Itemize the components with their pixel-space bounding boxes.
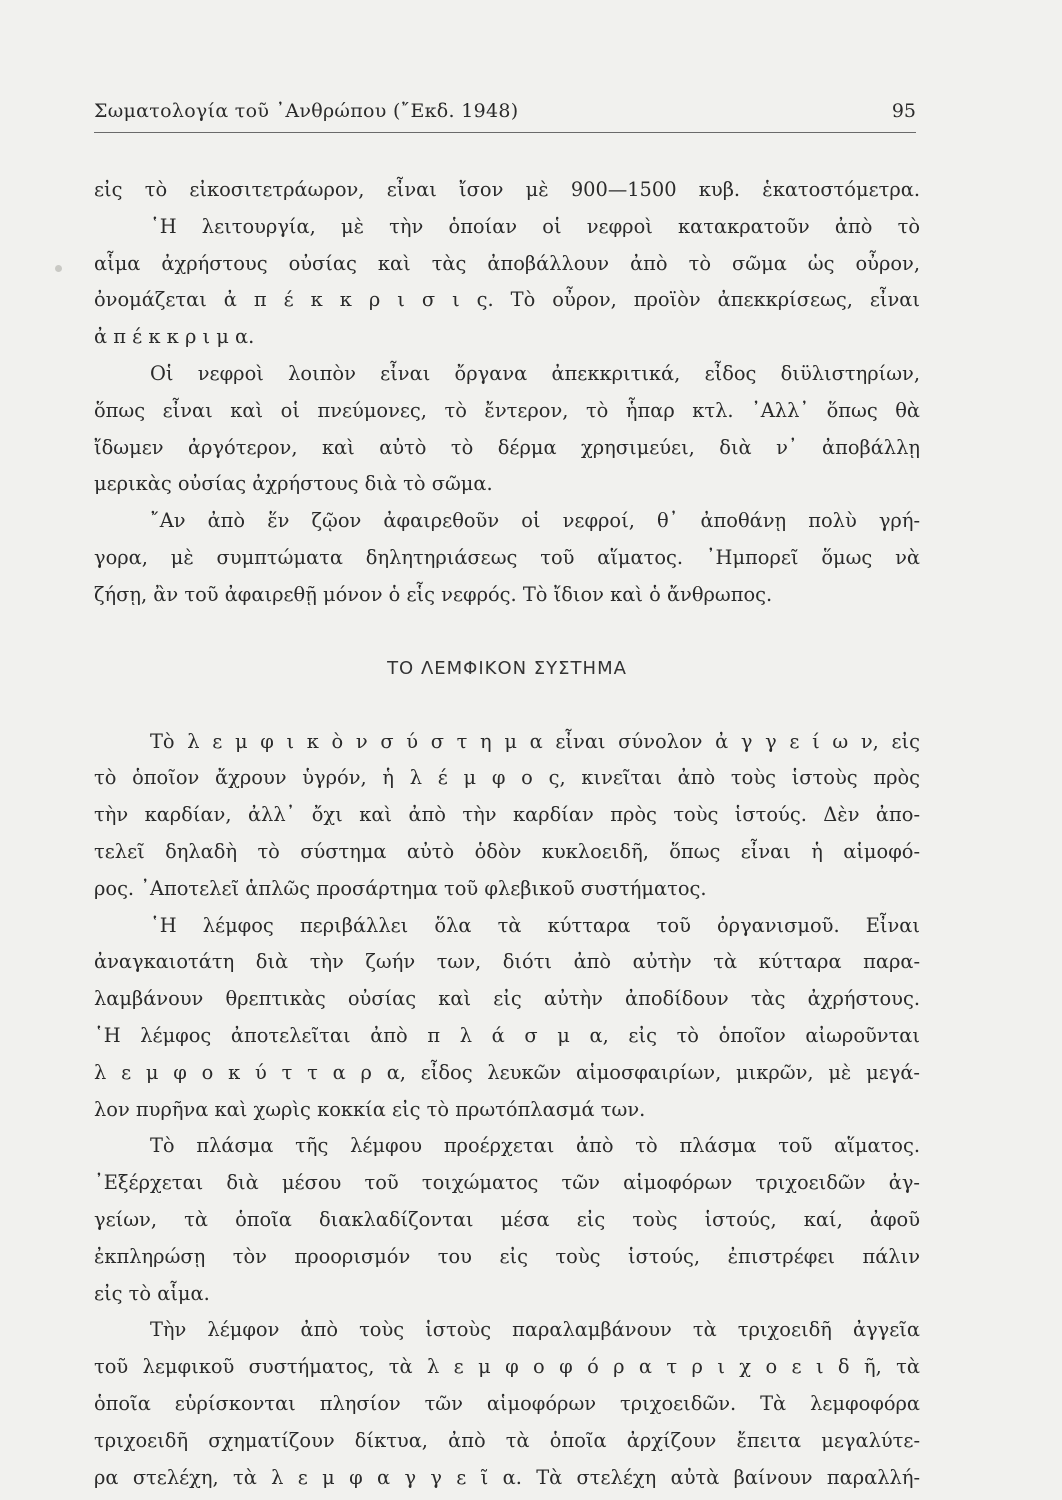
text-line: λαμβάνουν θρεπτικὰς οὐσίας καὶ εἰς αὐτὴν ἀποδίδουν τὰς ἀχρήστους.	[94, 987, 920, 1011]
text-line: λ ε μ φ ο κ ύ τ τ α ρ α, εἶδος λευκῶν αἱμοσφαιρίων, μικρῶν, μὲ μεγά-	[94, 1060, 920, 1084]
text-line: γορα, μὲ συμπτώματα δηλητηριάσεως τοῦ αἵματος. ᾿Ημπορεῖ ὅμως νὰ	[94, 545, 920, 569]
text-line: ὀνομάζεται ἀ π έ κ κ ρ ι σ ι ς. Τὸ οὖρον, προϊὸν ἀπεκκρίσεως, εἶναι	[94, 288, 920, 312]
text-line: Τὸ λ ε μ φ ι κ ὸ ν σ ύ σ τ η μ α εἶναι σύνολον ἀ γ γ ε ί ω ν, εἰς	[150, 729, 920, 753]
text-line: Τὸ πλάσμα τῆς λέμφου προέρχεται ἀπὸ τὸ πλάσμα τοῦ αἵματος.	[150, 1134, 920, 1158]
text-line: ὁποῖα εὑρίσκονται πλησίον τῶν αἱμοφόρων τριχοειδῶν. Τὰ λεμφοφόρα	[94, 1391, 920, 1415]
text-line: ῾Η λειτουργία, μὲ τὴν ὁποίαν οἱ νεφροὶ κατακρατοῦν ἀπὸ τὸ	[150, 214, 920, 238]
text-line: ἐκπληρώσῃ τὸν προορισμόν του εἰς τοὺς ἱστούς, ἐπιστρέφει πάλιν	[94, 1244, 920, 1268]
text-line: ἴδωμεν ἀργότερον, καὶ αὐτὸ τὸ δέρμα χρησιμεύει, διὰ ν᾿ ἀποβάλλῃ	[94, 435, 920, 459]
text-line: ἀ π έ κ κ ρ ι μ α.	[94, 325, 255, 349]
running-title: Σωματολογία τοῦ ᾿Ανθρώπου (῎Εκδ. 1948)	[94, 100, 519, 122]
text-line: τοῦ λεμφικοῦ συστήματος, τὰ λ ε μ φ ο φ ό ρ α τ ρ ι χ ο ε ι δ ῆ, τὰ	[94, 1355, 920, 1379]
text-line: αἷμα ἀχρήστους οὐσίας καὶ τὰς ἀποβάλλουν ἀπὸ τὸ σῶμα ὡς οὖρον,	[94, 251, 920, 275]
text-line: μερικὰς οὐσίας ἀχρήστους διὰ τὸ σῶμα.	[94, 472, 493, 496]
text-line: τριχοειδῆ σχηματίζουν δίκτυα, ἀπὸ τὰ ὁποῖα ἀρχίζουν ἔπειτα μεγαλύτε-	[94, 1428, 920, 1452]
text-line: ρα στελέχη, τὰ λ ε μ φ α γ γ ε ῖ α. Τὰ στελέχη αὐτὰ βαίνουν παραλλή-	[94, 1465, 920, 1489]
text-line: ῎Αν ἀπὸ ἕν ζῷον ἀφαιρεθοῦν οἱ νεφροί, θ᾿ ἀποθάνῃ πολὺ γρή-	[150, 509, 920, 533]
text-line: ρος. ᾿Αποτελεῖ ἁπλῶς προσάρτημα τοῦ φλεβικοῦ συστήματος.	[94, 876, 707, 900]
text-line: ᾿Εξέρχεται διὰ μέσου τοῦ τοιχώματος τῶν αἱμοφόρων τριχοειδῶν ἀγ-	[94, 1171, 920, 1195]
text-line: λον πυρῆνα καὶ χωρὶς κοκκία εἰς τὸ πρωτόπλασμά των.	[94, 1097, 646, 1121]
body-text	[94, 172, 920, 1496]
text-line: Οἱ νεφροὶ λοιπὸν εἶναι ὄργανα ἀπεκκριτικά, εἶδος διϋλιστηρίων,	[150, 361, 920, 385]
text-line: τὴν καρδίαν, ἀλλ᾿ ὄχι καὶ ἀπὸ τὴν καρδίαν πρὸς τοὺς ἱστούς. Δὲν ἀπο-	[94, 803, 920, 827]
section-heading: ΤΟ ΛΕΜΦΙΚΟΝ ΣΥΣΤΗΜΑ	[387, 657, 627, 679]
text-line: εἰς τὸ εἰκοσιτετράωρον, εἶναι ἴσον μὲ 900—1500 κυβ. ἑκατοστόμετρα.	[94, 178, 920, 201]
text-line: τὸ ὁποῖον ἄχρουν ὑγρόν, ἡ λ έ μ φ ο ς, κινεῖται ἀπὸ τοὺς ἱστοὺς πρὸς	[94, 766, 920, 790]
text-line: εἰς τὸ αἷμα.	[94, 1281, 210, 1305]
text-line: ζήσῃ, ἂν τοῦ ἀφαιρεθῇ μόνον ὁ εἷς νεφρός. Τὸ ἴδιον καὶ ὁ ἄνθρωπος.	[94, 582, 773, 606]
text-line: ὅπως εἶναι καὶ οἱ πνεύμονες, τὸ ἔντερον, τὸ ἧπαρ κτλ. ᾿Αλλ᾿ ὅπως θὰ	[94, 398, 920, 422]
text-line: Τὴν λέμφον ἀπὸ τοὺς ἱστοὺς παραλαμβάνουν τὰ τριχοειδῆ ἀγγεῖα	[150, 1318, 920, 1342]
page-number: 95	[891, 100, 916, 122]
scan-speck	[55, 265, 62, 272]
text-line: ῾Η λέμφος περιβάλλει ὅλα τὰ κύτταρα τοῦ ὀργανισμοῦ. Εἶναι	[150, 913, 920, 937]
text-line: γείων, τὰ ὁποῖα διακλαδίζονται μέσα εἰς τοὺς ἱστούς, καί, ἀφοῦ	[94, 1207, 920, 1231]
text-line: τελεῖ δηλαδὴ τὸ σύστημα αὐτὸ ὁδὸν κυκλοειδῆ, ὅπως εἶναι ἡ αἱμοφό-	[94, 839, 920, 863]
running-header	[94, 100, 916, 133]
text-line: ἀναγκαιοτάτη διὰ τὴν ζωήν των, διότι ἀπὸ αὐτὴν τὰ κύτταρα παρα-	[94, 950, 920, 974]
text-line: ῾Η λέμφος ἀποτελεῖται ἀπὸ π λ ά σ μ α, εἰς τὸ ὁποῖον αἰωροῦνται	[94, 1023, 920, 1047]
